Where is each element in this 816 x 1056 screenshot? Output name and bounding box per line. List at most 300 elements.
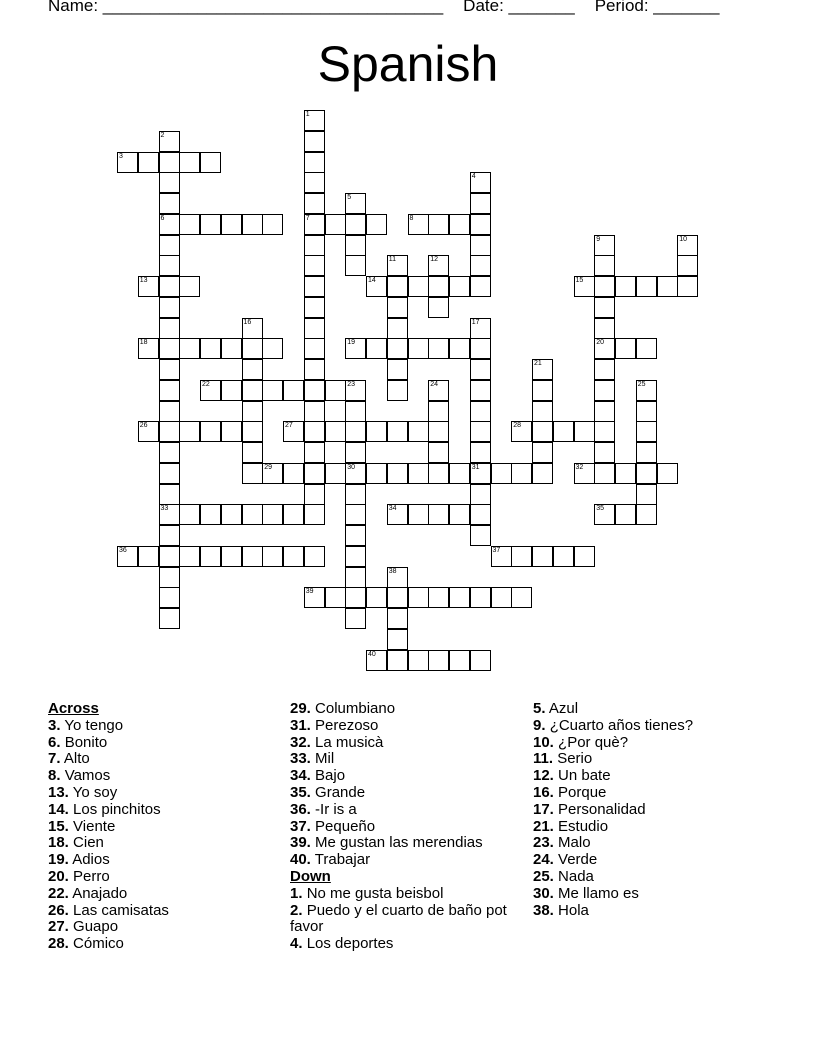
crossword-cell[interactable] bbox=[262, 463, 283, 484]
crossword-cell[interactable] bbox=[636, 442, 657, 463]
crossword-cell[interactable] bbox=[304, 359, 325, 380]
crossword-cell[interactable] bbox=[304, 338, 325, 359]
clue-number-label: 39. bbox=[290, 834, 311, 852]
crossword-cell[interactable] bbox=[615, 276, 636, 297]
crossword-cell[interactable] bbox=[387, 463, 408, 484]
crossword-cell[interactable] bbox=[159, 525, 180, 546]
crossword-cell[interactable] bbox=[159, 359, 180, 380]
crossword-cell[interactable] bbox=[470, 172, 491, 193]
crossword-cell[interactable] bbox=[345, 380, 366, 401]
crossword-cell[interactable] bbox=[159, 546, 180, 567]
crossword-cell[interactable] bbox=[304, 484, 325, 505]
crossword-cell[interactable] bbox=[428, 421, 449, 442]
crossword-cell[interactable] bbox=[366, 421, 387, 442]
crossword-cell[interactable] bbox=[677, 235, 698, 256]
crossword-cell[interactable] bbox=[179, 152, 200, 173]
clue-column-1 bbox=[48, 701, 273, 953]
crossword-cell[interactable] bbox=[594, 421, 615, 442]
crossword-cell[interactable] bbox=[532, 546, 553, 567]
crossword-cell[interactable] bbox=[345, 504, 366, 525]
crossword-cell[interactable] bbox=[159, 587, 180, 608]
crossword-cell[interactable] bbox=[242, 421, 263, 442]
crossword-cell[interactable] bbox=[366, 276, 387, 297]
crossword-cell[interactable] bbox=[179, 276, 200, 297]
clue-number: 27 bbox=[285, 422, 293, 430]
clue-number-label: 19. bbox=[48, 851, 69, 869]
crossword-cell[interactable] bbox=[283, 546, 304, 567]
clue-item bbox=[533, 735, 773, 752]
clue-text: Verde bbox=[558, 851, 598, 869]
clue-item bbox=[533, 785, 773, 802]
crossword-cell[interactable] bbox=[574, 546, 595, 567]
crossword-cell[interactable] bbox=[511, 421, 532, 442]
crossword-cell[interactable] bbox=[470, 214, 491, 235]
crossword-cell[interactable] bbox=[387, 318, 408, 339]
clue-item bbox=[290, 903, 515, 937]
crossword-cell[interactable] bbox=[636, 463, 657, 484]
clue-number-label: 7. bbox=[48, 750, 61, 768]
clue-number-label: 9. bbox=[533, 716, 546, 734]
crossword-cell[interactable] bbox=[594, 276, 615, 297]
crossword-cell[interactable] bbox=[387, 297, 408, 318]
crossword-cell[interactable] bbox=[242, 214, 263, 235]
crossword-cell[interactable] bbox=[159, 380, 180, 401]
crossword-cell[interactable] bbox=[304, 193, 325, 214]
crossword-cell[interactable] bbox=[636, 484, 657, 505]
name-field-label[interactable]: Name: ____________________________________ bbox=[48, 0, 444, 15]
crossword-cell[interactable] bbox=[387, 567, 408, 588]
crossword-cell[interactable] bbox=[470, 401, 491, 422]
crossword-cell[interactable] bbox=[221, 504, 242, 525]
crossword-cell[interactable] bbox=[138, 276, 159, 297]
crossword-cell[interactable] bbox=[242, 401, 263, 422]
crossword-cell[interactable] bbox=[594, 359, 615, 380]
clue-number: 6 bbox=[160, 214, 165, 222]
crossword-cell[interactable] bbox=[283, 504, 304, 525]
crossword-cell[interactable] bbox=[304, 401, 325, 422]
crossword-cell[interactable] bbox=[594, 235, 615, 256]
crossword-cell[interactable] bbox=[449, 214, 470, 235]
clue-text: Vamos bbox=[64, 767, 111, 785]
crossword-cell[interactable] bbox=[408, 504, 429, 525]
clue-text: Guapo bbox=[73, 918, 119, 936]
crossword-cell[interactable] bbox=[449, 587, 470, 608]
crossword-cell[interactable] bbox=[325, 214, 346, 235]
crossword-cell[interactable] bbox=[366, 587, 387, 608]
crossword-cell[interactable] bbox=[262, 214, 283, 235]
crossword-cell[interactable] bbox=[304, 131, 325, 152]
clue-text: No me gusta beisbol bbox=[306, 884, 444, 902]
crossword-cell[interactable] bbox=[553, 421, 574, 442]
crossword-cell[interactable] bbox=[179, 504, 200, 525]
crossword-cell[interactable] bbox=[636, 421, 657, 442]
crossword-cell[interactable] bbox=[304, 380, 325, 401]
crossword-cell[interactable] bbox=[262, 338, 283, 359]
crossword-cell[interactable] bbox=[179, 546, 200, 567]
crossword-cell[interactable] bbox=[532, 463, 553, 484]
clue-number: 7 bbox=[305, 214, 310, 222]
crossword-cell[interactable] bbox=[594, 401, 615, 422]
crossword-cell[interactable] bbox=[428, 255, 449, 276]
crossword-cell[interactable] bbox=[532, 359, 553, 380]
crossword-cell[interactable] bbox=[594, 338, 615, 359]
crossword-cell[interactable] bbox=[366, 214, 387, 235]
crossword-cell[interactable] bbox=[594, 318, 615, 339]
crossword-cell[interactable] bbox=[387, 608, 408, 629]
clue-item bbox=[48, 936, 273, 953]
crossword-cell[interactable] bbox=[345, 421, 366, 442]
crossword-cell[interactable] bbox=[636, 338, 657, 359]
crossword-cell[interactable] bbox=[449, 338, 470, 359]
crossword-cell[interactable] bbox=[117, 152, 138, 173]
clue-item bbox=[533, 718, 773, 735]
crossword-cell[interactable] bbox=[449, 276, 470, 297]
crossword-cell[interactable] bbox=[449, 463, 470, 484]
clue-text: Anajado bbox=[72, 884, 128, 902]
crossword-cell[interactable] bbox=[325, 421, 346, 442]
clue-number-label: 10. bbox=[533, 733, 554, 751]
crossword-cell[interactable] bbox=[345, 567, 366, 588]
crossword-cell[interactable] bbox=[428, 214, 449, 235]
crossword-cell[interactable] bbox=[325, 463, 346, 484]
clue-text: Grande bbox=[315, 783, 366, 801]
clue-number-label: 14. bbox=[48, 800, 69, 818]
crossword-cell[interactable] bbox=[470, 235, 491, 256]
crossword-cell[interactable] bbox=[304, 546, 325, 567]
crossword-cell[interactable] bbox=[387, 504, 408, 525]
clue-number: 1 bbox=[305, 111, 310, 118]
crossword-cell[interactable] bbox=[262, 504, 283, 525]
crossword-cell[interactable] bbox=[636, 276, 657, 297]
crossword-cell[interactable] bbox=[470, 338, 491, 359]
crossword-cell[interactable] bbox=[283, 463, 304, 484]
crossword-cell[interactable] bbox=[159, 297, 180, 318]
crossword-cell[interactable] bbox=[200, 338, 221, 359]
crossword-cell[interactable] bbox=[304, 587, 325, 608]
crossword-cell[interactable] bbox=[470, 359, 491, 380]
crossword-cell[interactable] bbox=[428, 587, 449, 608]
crossword-cell[interactable] bbox=[200, 546, 221, 567]
crossword-cell[interactable] bbox=[428, 338, 449, 359]
clue-text: Mil bbox=[315, 750, 335, 768]
crossword-cell[interactable] bbox=[428, 650, 449, 671]
clue-number-label: 40. bbox=[290, 851, 311, 869]
crossword-cell[interactable] bbox=[159, 504, 180, 525]
crossword-cell[interactable] bbox=[345, 255, 366, 276]
crossword-cell[interactable] bbox=[428, 401, 449, 422]
crossword-cell[interactable] bbox=[366, 463, 387, 484]
crossword-cell[interactable] bbox=[594, 297, 615, 318]
clue-number: 8 bbox=[409, 214, 414, 222]
crossword-cell[interactable] bbox=[200, 152, 221, 173]
crossword-cell[interactable] bbox=[408, 338, 429, 359]
crossword-cell[interactable] bbox=[470, 484, 491, 505]
crossword-cell[interactable] bbox=[470, 504, 491, 525]
clue-number: 30 bbox=[347, 463, 356, 471]
crossword-cell[interactable] bbox=[532, 421, 553, 442]
crossword-cell[interactable] bbox=[491, 587, 512, 608]
crossword-cell[interactable] bbox=[242, 359, 263, 380]
crossword-cell[interactable] bbox=[304, 463, 325, 484]
clue-number-label: 35. bbox=[290, 783, 311, 801]
crossword-cell[interactable] bbox=[345, 546, 366, 567]
crossword-cell[interactable] bbox=[428, 442, 449, 463]
clue-item bbox=[48, 735, 273, 752]
crossword-cell[interactable] bbox=[387, 421, 408, 442]
clue-item bbox=[533, 835, 773, 852]
crossword-cell[interactable] bbox=[615, 504, 636, 525]
crossword-cell[interactable] bbox=[138, 338, 159, 359]
crossword-cell[interactable] bbox=[304, 110, 325, 131]
crossword-cell[interactable] bbox=[304, 504, 325, 525]
crossword-cell[interactable] bbox=[221, 214, 242, 235]
crossword-cell[interactable] bbox=[345, 463, 366, 484]
crossword-cell[interactable] bbox=[200, 380, 221, 401]
crossword-cell[interactable] bbox=[470, 193, 491, 214]
crossword-cell[interactable] bbox=[159, 608, 180, 629]
crossword-cell[interactable] bbox=[283, 380, 304, 401]
crossword-cell[interactable] bbox=[159, 131, 180, 152]
crossword-cell[interactable] bbox=[387, 650, 408, 671]
crossword-cell[interactable] bbox=[242, 338, 263, 359]
crossword-cell[interactable] bbox=[242, 463, 263, 484]
crossword-cell[interactable] bbox=[532, 401, 553, 422]
crossword-cell[interactable] bbox=[159, 318, 180, 339]
crossword-cell[interactable] bbox=[304, 421, 325, 442]
crossword-cell[interactable] bbox=[428, 504, 449, 525]
crossword-cell[interactable] bbox=[615, 463, 636, 484]
crossword-cell[interactable] bbox=[345, 235, 366, 256]
crossword-cell[interactable] bbox=[511, 546, 532, 567]
crossword-cell[interactable] bbox=[470, 318, 491, 339]
crossword-cell[interactable] bbox=[221, 380, 242, 401]
crossword-cell[interactable] bbox=[594, 442, 615, 463]
crossword-cell[interactable] bbox=[159, 235, 180, 256]
crossword-cell[interactable] bbox=[138, 152, 159, 173]
crossword-cell[interactable] bbox=[428, 276, 449, 297]
clue-item bbox=[533, 802, 773, 819]
crossword-cell[interactable] bbox=[636, 504, 657, 525]
period-field-label[interactable]: Period: _______ bbox=[594, 0, 720, 15]
crossword-cell[interactable] bbox=[366, 650, 387, 671]
crossword-cell[interactable] bbox=[117, 546, 138, 567]
crossword-cell[interactable] bbox=[636, 401, 657, 422]
crossword-cell[interactable] bbox=[657, 276, 678, 297]
crossword-cell[interactable] bbox=[387, 359, 408, 380]
crossword-cell[interactable] bbox=[677, 255, 698, 276]
clue-text: Perezoso bbox=[315, 716, 379, 734]
crossword-cell[interactable] bbox=[428, 463, 449, 484]
crossword-cell[interactable] bbox=[574, 276, 595, 297]
clue-item bbox=[290, 768, 515, 785]
crossword-cell[interactable] bbox=[470, 463, 491, 484]
clue-number: 33 bbox=[160, 505, 169, 513]
crossword-cell[interactable] bbox=[159, 255, 180, 276]
crossword-cell[interactable] bbox=[594, 380, 615, 401]
crossword-cell[interactable] bbox=[574, 463, 595, 484]
crossword-cell[interactable] bbox=[449, 504, 470, 525]
crossword-cell[interactable] bbox=[345, 525, 366, 546]
clue-number: 40 bbox=[368, 650, 376, 658]
crossword-cell[interactable] bbox=[304, 255, 325, 276]
crossword-cell[interactable] bbox=[387, 255, 408, 276]
crossword-cell[interactable] bbox=[304, 442, 325, 463]
crossword-cell[interactable] bbox=[428, 380, 449, 401]
crossword-cell[interactable] bbox=[553, 546, 574, 567]
crossword-cell[interactable] bbox=[325, 380, 346, 401]
crossword-cell[interactable] bbox=[574, 421, 595, 442]
crossword-cell[interactable] bbox=[615, 338, 636, 359]
crossword-cell[interactable] bbox=[200, 421, 221, 442]
crossword-cell[interactable] bbox=[657, 463, 678, 484]
clue-item bbox=[290, 785, 515, 802]
crossword-cell[interactable] bbox=[491, 546, 512, 567]
crossword-cell[interactable] bbox=[159, 214, 180, 235]
crossword-cell[interactable] bbox=[532, 442, 553, 463]
crossword-cell[interactable] bbox=[304, 172, 325, 193]
crossword-cell[interactable] bbox=[242, 546, 263, 567]
clue-number-label: 25. bbox=[533, 867, 554, 885]
crossword-cell[interactable] bbox=[449, 650, 470, 671]
clue-text: -Ir is a bbox=[315, 800, 357, 818]
crossword-cell[interactable] bbox=[159, 172, 180, 193]
crossword-cell[interactable] bbox=[636, 380, 657, 401]
crossword-cell[interactable] bbox=[345, 608, 366, 629]
crossword-cell[interactable] bbox=[470, 276, 491, 297]
clue-number-label: 3. bbox=[48, 716, 61, 734]
crossword-cell[interactable] bbox=[470, 442, 491, 463]
crossword-cell[interactable] bbox=[470, 525, 491, 546]
crossword-cell[interactable] bbox=[387, 276, 408, 297]
clue-text: Malo bbox=[558, 834, 591, 852]
crossword-cell[interactable] bbox=[470, 380, 491, 401]
crossword-cell[interactable] bbox=[408, 421, 429, 442]
crossword-cell[interactable] bbox=[345, 484, 366, 505]
crossword-cell[interactable] bbox=[594, 504, 615, 525]
crossword-cell[interactable] bbox=[283, 421, 304, 442]
crossword-cell[interactable] bbox=[138, 546, 159, 567]
clue-text: Yo tengo bbox=[64, 716, 124, 734]
crossword-cell[interactable] bbox=[470, 587, 491, 608]
crossword-cell[interactable] bbox=[179, 421, 200, 442]
crossword-cell[interactable] bbox=[470, 421, 491, 442]
crossword-cell[interactable] bbox=[387, 380, 408, 401]
crossword-cell[interactable] bbox=[159, 442, 180, 463]
clue-number-label: 33. bbox=[290, 750, 311, 768]
crossword-cell[interactable] bbox=[428, 297, 449, 318]
clue-item bbox=[290, 936, 515, 953]
crossword-cell[interactable] bbox=[511, 463, 532, 484]
clue-item bbox=[48, 886, 273, 903]
crossword-cell[interactable] bbox=[345, 587, 366, 608]
crossword-cell[interactable] bbox=[345, 442, 366, 463]
crossword-cell[interactable] bbox=[408, 650, 429, 671]
clue-number-label: 13. bbox=[48, 783, 69, 801]
date-field-label[interactable]: Date: _______ bbox=[463, 0, 575, 15]
clue-text: Hola bbox=[558, 901, 589, 919]
crossword-cell[interactable] bbox=[304, 318, 325, 339]
clue-item bbox=[533, 768, 773, 785]
crossword-cell[interactable] bbox=[345, 338, 366, 359]
crossword-cell[interactable] bbox=[159, 484, 180, 505]
crossword-cell[interactable] bbox=[138, 421, 159, 442]
crossword-cell[interactable] bbox=[221, 421, 242, 442]
crossword-cell[interactable] bbox=[387, 587, 408, 608]
clue-text: Bajo bbox=[315, 767, 346, 785]
crossword-cell[interactable] bbox=[242, 380, 263, 401]
crossword-cell[interactable] bbox=[159, 421, 180, 442]
clue-number: 26 bbox=[139, 422, 148, 430]
clue-item bbox=[533, 701, 773, 718]
clue-number-label: 6. bbox=[48, 733, 61, 751]
crossword-cell[interactable] bbox=[304, 214, 325, 235]
crossword-cell[interactable] bbox=[304, 297, 325, 318]
crossword-cell[interactable] bbox=[470, 650, 491, 671]
crossword-cell[interactable] bbox=[325, 587, 346, 608]
crossword-cell[interactable] bbox=[387, 629, 408, 650]
clue-number: 23 bbox=[347, 380, 356, 388]
clue-number: 2 bbox=[160, 131, 165, 139]
crossword-cell[interactable] bbox=[408, 214, 429, 235]
crossword-cell[interactable] bbox=[221, 338, 242, 359]
crossword-cell[interactable] bbox=[408, 276, 429, 297]
clue-item bbox=[533, 869, 773, 886]
crossword-cell[interactable] bbox=[345, 193, 366, 214]
down-clue-list-continued bbox=[533, 701, 773, 919]
crossword-cell[interactable] bbox=[159, 401, 180, 422]
crossword-cell[interactable] bbox=[242, 318, 263, 339]
crossword-cell[interactable] bbox=[179, 214, 200, 235]
crossword-cell[interactable] bbox=[304, 276, 325, 297]
crossword-cell[interactable] bbox=[262, 546, 283, 567]
crossword-cell[interactable] bbox=[179, 338, 200, 359]
crossword-cell[interactable] bbox=[262, 380, 283, 401]
crossword-cell[interactable] bbox=[304, 235, 325, 256]
crossword-cell[interactable] bbox=[200, 214, 221, 235]
crossword-cell[interactable] bbox=[366, 338, 387, 359]
clue-number: 37 bbox=[492, 546, 501, 554]
clue-number-label: 16. bbox=[533, 783, 554, 801]
crossword-cell[interactable] bbox=[159, 338, 180, 359]
crossword-cell[interactable] bbox=[159, 567, 180, 588]
crossword-cell[interactable] bbox=[159, 152, 180, 173]
crossword-cell[interactable] bbox=[242, 504, 263, 525]
crossword-cell[interactable] bbox=[491, 463, 512, 484]
crossword-cell[interactable] bbox=[408, 463, 429, 484]
clue-text: Los pinchitos bbox=[73, 800, 161, 818]
crossword-cell[interactable] bbox=[221, 546, 242, 567]
crossword-cell[interactable] bbox=[159, 193, 180, 214]
clue-text: La musicà bbox=[315, 733, 384, 751]
crossword-cell[interactable] bbox=[470, 255, 491, 276]
crossword-cell[interactable] bbox=[408, 587, 429, 608]
crossword-cell[interactable] bbox=[345, 214, 366, 235]
crossword-cell[interactable] bbox=[304, 152, 325, 173]
crossword-cell[interactable] bbox=[677, 276, 698, 297]
clue-text: Los deportes bbox=[306, 935, 394, 953]
crossword-cell[interactable] bbox=[159, 276, 180, 297]
crossword-cell[interactable] bbox=[159, 463, 180, 484]
crossword-cell[interactable] bbox=[387, 338, 408, 359]
crossword-cell[interactable] bbox=[532, 380, 553, 401]
crossword-cell[interactable] bbox=[242, 442, 263, 463]
crossword-cell[interactable] bbox=[200, 504, 221, 525]
crossword-cell[interactable] bbox=[594, 463, 615, 484]
crossword-cell[interactable] bbox=[345, 401, 366, 422]
clue-column-3 bbox=[533, 701, 773, 919]
crossword-cell[interactable] bbox=[594, 255, 615, 276]
crossword-cell[interactable] bbox=[511, 587, 532, 608]
